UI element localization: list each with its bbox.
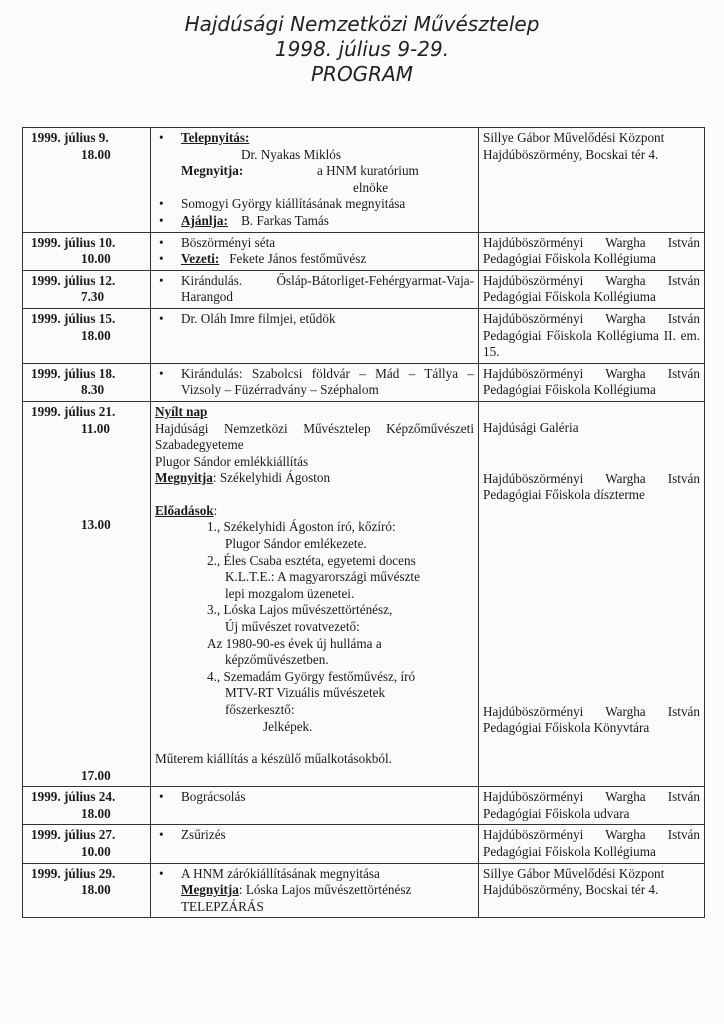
document-header	[0, 12, 724, 87]
table-row	[23, 232, 705, 270]
date-cell	[23, 308, 151, 363]
event-cell	[151, 128, 479, 233]
studio-exhibition: Műterem kiállítás a készülő műalkotásokból.	[155, 751, 392, 767]
opener-label: Megnyitja	[181, 882, 239, 898]
event-cell	[151, 363, 479, 401]
exhibition-title: Plugor Sándor emlékkiállítás	[155, 453, 309, 469]
lecture-line: K.L.T.E.: A magyarországi művészte	[225, 569, 420, 585]
row-date: 1999. július 27.	[31, 827, 116, 843]
event-cell	[151, 401, 479, 786]
row-date: 1999. július 12.	[31, 272, 116, 288]
lecture-line: Jelképek.	[263, 718, 313, 734]
date-cell	[23, 401, 151, 786]
table-row	[23, 308, 705, 363]
event-cell	[151, 825, 479, 863]
place-cell: Hajdúböszörményi Wargha István Pedagógiai Főiskola Kollégiuma	[479, 232, 705, 270]
date-cell	[23, 863, 151, 918]
event-cell	[151, 232, 479, 270]
row-time: 10.00	[81, 844, 111, 860]
list-item: • Kirándulás. Ősláp-Bátorliget-Fehérgyarmat-Vaja-Harangod	[155, 273, 474, 306]
opener-line	[155, 882, 474, 899]
row-date: 1999. július 18.	[31, 365, 116, 381]
program-table	[22, 127, 705, 918]
table-row	[23, 363, 705, 401]
guide-label: Vezeti:	[181, 251, 220, 267]
list-item: • Bográcsolás	[155, 789, 474, 806]
date-cell	[23, 825, 151, 863]
place-cell: Hajdúböszörményi Wargha István Pedagógiai Főiskola udvara	[479, 787, 705, 825]
row-time: 18.00	[81, 146, 111, 162]
list-item	[155, 213, 474, 230]
date-cell	[23, 232, 151, 270]
row-date: 1999. július 10.	[31, 234, 116, 250]
list-item	[155, 130, 474, 163]
event-cell	[151, 270, 479, 308]
list-item: • Dr. Oláh Imre filmjei, etűdök	[155, 311, 474, 328]
lectures-label: Előadások	[155, 502, 214, 518]
row-date: 1999. július 9.	[31, 130, 109, 145]
header-dates: 1998. július 9-29.	[274, 37, 450, 61]
header-program: PROGRAM	[310, 62, 414, 86]
place-cell	[479, 128, 705, 233]
list-item	[155, 251, 474, 268]
opener-name: : Lóska Lajos művészettörténész	[238, 882, 412, 898]
lecture-line: MTV-RT Vizuális művészetek	[225, 685, 386, 701]
opening-label: Telepnyitás:	[181, 130, 250, 145]
row-time: 18.00	[81, 882, 111, 898]
place-cell: Hajdúböszörményi Wargha István Pedagógiai Főiskola Kollégiuma	[479, 363, 705, 401]
recommend-name: B. Farkas Tamás	[241, 212, 329, 228]
list-item: • Somogyi György kiállításának megnyitása	[155, 196, 474, 213]
place-text: Hajdúböszörményi Wargha István Pedagógiai Főiskola díszterme	[483, 470, 700, 503]
place-text: Sillye Gábor Művelődési Központ	[483, 130, 665, 145]
opener-line	[155, 470, 474, 487]
event-cell	[151, 863, 479, 918]
table-row	[23, 401, 705, 786]
opener-role: a HNM kuratórium	[317, 163, 419, 179]
list-item: • A HNM zárókiállításának megnyitása	[155, 866, 474, 883]
lecture-line: Az 1980-90-es évek új hulláma a	[207, 635, 382, 651]
lecture-line: 1., Székelyhidi Ágoston író, kőzíró:	[207, 519, 396, 535]
lecture-line: 4., Szemadám György festőművész, író	[207, 668, 416, 684]
place-text: Sillye Gábor Művelődési Központ	[483, 865, 665, 881]
open-day-title: Nyílt nap	[155, 403, 208, 419]
row-time: 8.30	[81, 382, 105, 398]
list-item	[155, 180, 474, 197]
table-row	[23, 270, 705, 308]
header-title: Hajdúsági Nemzetközi Művésztelep	[184, 12, 540, 36]
table-row	[23, 128, 705, 233]
table-row	[23, 787, 705, 825]
recommend-label: Ajánlja:	[181, 212, 228, 228]
row-time: 17.00	[81, 767, 111, 783]
place-address: Hajdúböszörmény, Bocskai tér 4.	[483, 146, 659, 162]
row-time: 18.00	[81, 805, 111, 821]
row-date: 1999. július 21.	[31, 403, 116, 419]
table-row	[23, 825, 705, 863]
place-cell: Hajdúböszörményi Wargha István Pedagógiai Főiskola Kollégiuma	[479, 825, 705, 863]
list-item: • Zsűrizés	[155, 827, 474, 844]
date-cell	[23, 128, 151, 233]
opener-label: Megnyitja	[155, 470, 213, 486]
guide-name: Fekete János festőművész	[229, 251, 367, 267]
place-cell	[479, 401, 705, 786]
date-cell	[23, 363, 151, 401]
place-text: Hajdúböszörményi Wargha István Pedagógiai Főiskola Könyvtára	[483, 703, 700, 736]
place-text: Hajdúsági Galéria	[483, 419, 579, 435]
event-cell	[151, 308, 479, 363]
row-time: 18.00	[81, 327, 111, 343]
row-time: 10.00	[81, 251, 111, 267]
place-cell	[479, 863, 705, 918]
place-address: Hajdúböszörmény, Bocskai tér 4.	[483, 882, 659, 898]
lectures-heading: Előadások:	[155, 502, 218, 518]
list-item	[155, 163, 474, 180]
list-item: • Böszörményi séta	[155, 235, 474, 252]
date-cell	[23, 270, 151, 308]
opener-name: : Székelyhidi Ágoston	[212, 470, 331, 486]
event-text: Hajdúsági Nemzetközi Művésztelep Képzőművészeti Szabadegyeteme	[155, 420, 474, 453]
lecture-line: 2., Éles Csaba esztéta, egyetemi docens	[207, 552, 416, 568]
row-time: 11.00	[81, 420, 110, 436]
opener-label: Megnyitja:	[181, 163, 244, 179]
closing-text: TELEPZÁRÁS	[181, 898, 264, 914]
row-time: 7.30	[81, 289, 105, 305]
opener-role-2: elnöke	[353, 179, 389, 195]
table-row	[23, 863, 705, 918]
lecture-line: lepi mozgalom üzenetei.	[225, 585, 355, 601]
lecture-line: 3., Lóska Lajos művészettörténész,	[207, 602, 393, 618]
lecture-line: főszerkesztő:	[225, 702, 295, 717]
date-cell	[23, 787, 151, 825]
lecture-line: Új művészet rovatvezető:	[225, 619, 360, 635]
place-cell: Hajdúböszörményi Wargha István Pedagógiai Főiskola Kollégiuma	[479, 270, 705, 308]
lecture-line: Plugor Sándor emlékezete.	[225, 536, 367, 552]
row-date: 1999. július 24.	[31, 789, 116, 805]
row-date: 1999. július 15.	[31, 310, 116, 326]
list-item: • Kirándulás: Szabolcsi földvár – Mád – Tállya – Vizsoly – Füzérradvány – Széphalom	[155, 366, 474, 399]
lecture-line: képzőművészetben.	[225, 652, 329, 668]
row-date: 1999. július 29.	[31, 865, 116, 881]
event-cell	[151, 787, 479, 825]
row-time: 13.00	[81, 517, 111, 533]
place-cell: Hajdúböszörményi Wargha István Pedagógiai Főiskola Kollégiuma II. em. 15.	[479, 308, 705, 363]
opening-name: Dr. Nyakas Miklós	[240, 146, 341, 162]
